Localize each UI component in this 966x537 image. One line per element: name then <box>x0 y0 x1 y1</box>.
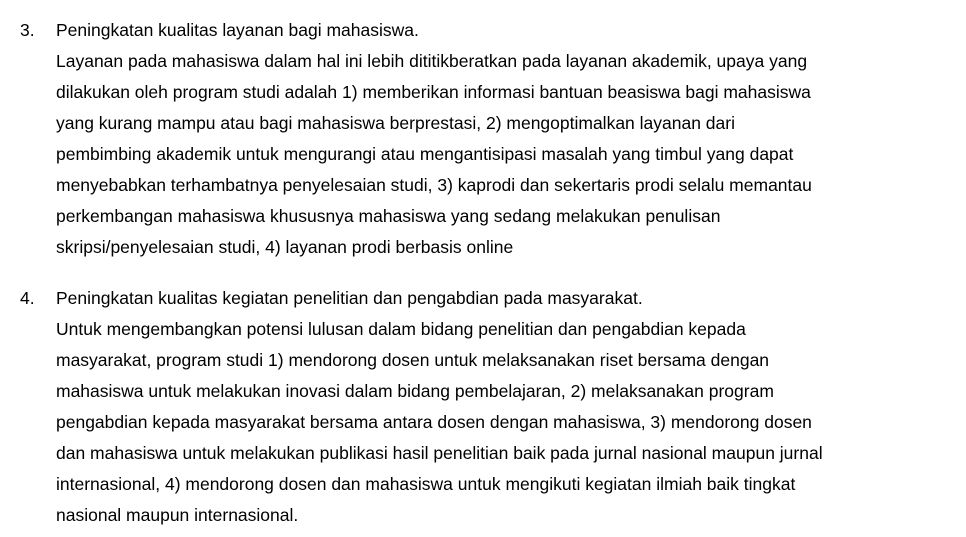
text-line: skripsi/penyelesaian studi, 4) layanan prodi berbasis online <box>56 237 514 257</box>
text-line: yang kurang mampu atau bagi mahasiswa berprestasi, 2) mengoptimalkan layanan dari <box>56 113 735 133</box>
list-number: 4. <box>20 288 35 308</box>
item-heading: Peningkatan kualitas layanan bagi mahasiswa. <box>56 20 419 40</box>
list-item-4 <box>0 283 966 531</box>
list-item-3 <box>0 15 966 263</box>
list-number: 3. <box>20 20 35 40</box>
item-heading: Peningkatan kualitas kegiatan penelitian dan pengabdian pada masyarakat. <box>56 288 643 308</box>
text-line: menyebabkan terhambatnya penyelesaian studi, 3) kaprodi dan sekertaris prodi selalu memantau <box>56 175 812 195</box>
text-line: nasional maupun internasional. <box>56 505 299 525</box>
text-line: Layanan pada mahasiswa dalam hal ini lebih dititikberatkan pada layanan akademik, upaya yang <box>56 51 808 71</box>
text-line: pembimbing akademik untuk mengurangi atau mengantisipasi masalah yang timbul yang dapat <box>56 144 794 164</box>
text-line: perkembangan mahasiswa khususnya mahasiswa yang sedang melakukan penulisan <box>56 206 721 226</box>
text-line: dan mahasiswa untuk melakukan publikasi hasil penelitian baik pada jurnal nasional maupun jurnal <box>56 443 823 463</box>
text-line: dilakukan oleh program studi adalah 1) memberikan informasi bantuan beasiswa bagi mahasiswa <box>56 82 811 102</box>
text-line: mahasiswa untuk melakukan inovasi dalam bidang pembelajaran, 2) melaksanakan program <box>56 381 774 401</box>
text-line: internasional, 4) mendorong dosen dan mahasiswa untuk mengikuti kegiatan ilmiah baik tingkat <box>56 474 796 494</box>
text-line: Untuk mengembangkan potensi lulusan dalam bidang penelitian dan pengabdian kepada <box>56 319 746 339</box>
text-line: masyarakat, program studi 1) mendorong dosen untuk melaksanakan riset bersama dengan <box>56 350 770 370</box>
text-line: pengabdian kepada masyarakat bersama antara dosen dengan mahasiswa, 3) mendorong dosen <box>56 412 812 432</box>
